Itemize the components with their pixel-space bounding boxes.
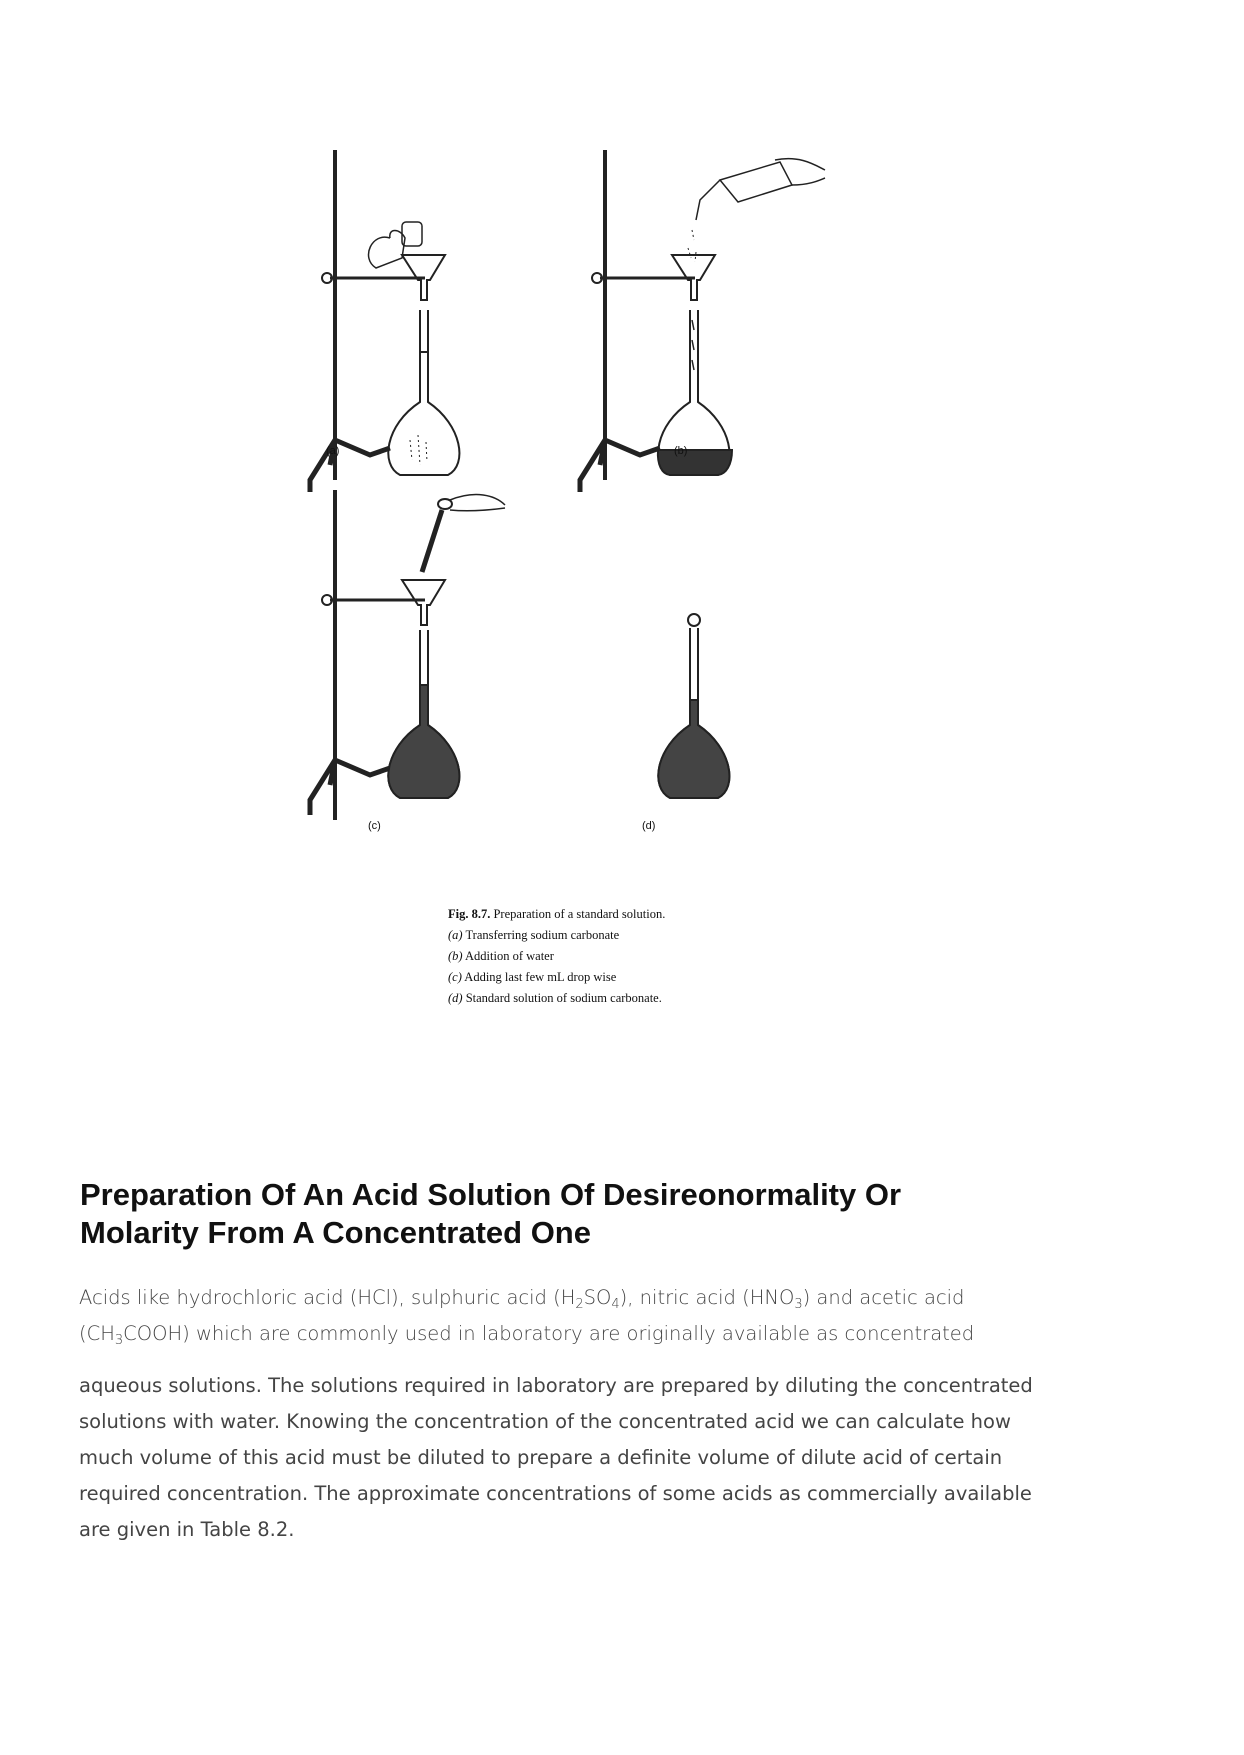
figure-title-text: Preparation of a standard solution. [490,907,666,921]
panel-label-c: (c) [368,820,381,832]
caption-item-d: (d) Standard solution of sodium carbonate. [448,991,662,1005]
panel-d-apparatus [658,614,729,798]
panel-a-apparatus [310,150,459,492]
article-heading: Preparation Of An Acid Solution Of Desireonormality Or Molarity From A Concentrated One [80,1177,902,1250]
panel-label-a: (a) [326,445,340,457]
standard-solution-figure [290,140,890,1020]
figure-caption-title [448,904,848,925]
article-paragraph-intro: Acids like hydrochloric acid (HCl), sulphuric acid $(H_2SO_4)$, nitric acid $(HNO_3)$ and acetic acid $(CH_3COOH)$ which are commonly used in laboratory are originally available as concentrated [79,1286,975,1348]
article-paragraph-body: aqueous solutions. The solutions required in laboratory are prepared by diluting the concentrated solutions with water. Knowing the concentration of the concentrated acid we can calculate how much volume of this acid must be diluted to prepare a definite volume of dilute acid of certain required concentration. The approximate concentrations of some acids as commercially available are given in Table 8.2. [79,1374,1033,1541]
caption-item-b: (b) Addition of water [448,949,554,963]
figure-number: Fig. 8.7. [448,907,491,921]
panel-label-b: (b) [674,445,688,457]
figure-caption [448,904,848,1009]
panel-label-d: (d) [642,820,656,832]
caption-item-c: (c) Adding last few mL drop wise [448,970,617,984]
panel-c-apparatus [310,490,505,820]
panel-b-apparatus [580,150,825,492]
caption-item-a: (a) Transferring sodium carbonate [448,928,620,942]
figure-illustration [290,140,890,900]
